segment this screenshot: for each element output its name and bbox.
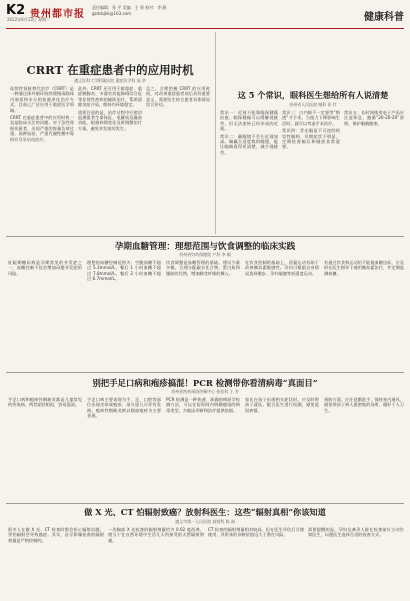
- column-divider: [215, 32, 216, 234]
- editor-credits: [92, 5, 166, 17]
- xray-paragraph: 一次胸部 X 光检查的辐射剂量约为 0.02 毫西弗，相当于在自然环境中生活几天所接受的天然辐射剂量。: [108, 527, 204, 543]
- xray-col1: [8, 527, 104, 597]
- pcr-col5: [324, 397, 404, 501]
- xray-paragraph: CT 检查的辐射剂量相对较高，但在医生评估后合理使用，其带来的诊断价值远大于潜在风险。: [208, 527, 304, 538]
- lipid-col4: [245, 260, 319, 368]
- lipid-paragraph: 在饮食控制的基础上，适量运动有助于改善胰岛素敏感性。孕妇可根据自身情况选择散步、孕妇瑜伽等低强度运动。: [245, 260, 319, 276]
- section-divider: [6, 503, 404, 504]
- pcr-paragraph: 手足口病主要表现为手、足、口腔等部位出现皮疹或疱疹，部分患儿可伴有发热。疱疹性咽峡炎则以咽部疱疹为主要表现。: [87, 397, 161, 419]
- eye-col3: [344, 110, 404, 234]
- lipid-byline: 贵州省妇幼保健院 产科 李 敏: [179, 252, 231, 257]
- section-divider: [6, 372, 404, 373]
- masthead: [0, 0, 410, 28]
- pcr-paragraph: 家长在孩子出现相关症状时，应及时带孩子就医，配合医生进行检测，避免延误病情。: [245, 397, 319, 413]
- pcr-col3: [166, 397, 240, 501]
- page-number: K2: [6, 3, 26, 18]
- crrt-paragraph: 需要注意的是，治疗过程中应密切监测患者生命体征、电解质及凝血功能，根据病情变化及时调整治疗方案，避免并发症的发生。: [78, 109, 142, 131]
- crrt-col2: [78, 86, 142, 234]
- lipid-title: 孕期血糖管理：理想范围与饮食调整的临床实践: [114, 242, 296, 252]
- xray-title: 做 X 光、CT 怕辐射致癌？放射科医生：这些“辐射真相”你该知道: [84, 507, 326, 517]
- pcr-col2: [87, 397, 161, 501]
- pcr-col4: [245, 397, 319, 501]
- lipid-paragraph: 妊娠期糖尿病是孕期常见的并发症之一，血糖控制不佳会增加母婴并发症的风险。: [8, 260, 82, 276]
- pcr-byline: 贵州省疾病预防控制中心 检验科 王 芳: [171, 389, 239, 394]
- crrt-col1: [10, 86, 74, 234]
- lipid-col1: [8, 260, 82, 368]
- masthead-rule: [6, 28, 404, 29]
- eye-paragraph: 常识四：青光眼是不可逆的致盲性眼病，早期症状不明显，定期检查眼压和眼底非常重要。: [282, 128, 340, 150]
- section-divider: [6, 236, 404, 237]
- eye-paragraph: 常识五：长时间使用电子产品应注意休息，遵循“20-20-20”原则，保护眼睛健康。: [344, 110, 404, 126]
- pcr-title: 别把手足口病和疱疹搞混！PCR 检测带你看清病毒“真面目”: [92, 378, 318, 388]
- xray-paragraph: 很多人在做 X 光、CT 检查时都会担心辐射问题，害怕辐射会导致癌症。其实，医学影像检查的辐射剂量是严格控制的。: [8, 527, 104, 543]
- eye-paragraph: 常识二：戴眼镜不会让近视加深。佩戴合适度数的眼镜，能让眼睛看得更清楚，减少视疲劳。: [220, 133, 278, 155]
- eye-col1: [220, 110, 278, 234]
- lipid-col2: [87, 260, 161, 368]
- newspaper-name: 贵州都市报: [30, 9, 85, 20]
- editor-names: 责任编辑：张 平 美编：王 勇 校对：李 静: [92, 5, 167, 10]
- crrt-byline: 遵义医科大学附属医院 重症医学科 高 华: [74, 78, 146, 83]
- eye-paragraph: 常识三：白内障不一定要等“熟透”才手术。当视力下降影响生活时，就可以考虑手术治疗。: [282, 110, 340, 126]
- pcr-paragraph: 手足口病和疱疹性咽峡炎都是儿童常见的传染病，两者症状相似，容易混淆。: [8, 397, 82, 408]
- lipid-paragraph: 理想的血糖控制范围为：空腹血糖不超过 5.3mmol/L，餐后 1 小时血糖不超过 7.8mmol/L，餐后 2 小时血糖不超过 6.7mmol/L。: [87, 260, 161, 282]
- crrt-paragraph: 连续性肾脏替代治疗（CRRT）是一种通过体外循环持续缓慢清除体内溶质和水分的血液净化治疗方式，目前已广泛应用于重症医学领域。: [10, 86, 74, 113]
- lipid-paragraph: 若通过饮食和运动仍不能使血糖达标，应及时在医生指导下使用胰岛素治疗，并定期监测血糖。: [324, 260, 404, 276]
- pcr-paragraph: 预防方面，应注意勤洗手、保持室内通风，避免带孩子到人群密集的场所，做好个人卫生。: [324, 397, 404, 413]
- lipid-col3: [166, 260, 240, 368]
- crrt-paragraph: CRRT 在重症患者中的应用时机一直是临床关注的问题。对于急性肾损伤患者，出现严重的容量负荷过重、高钾血症、严重代谢性酸中毒时应尽早启动治疗。: [10, 115, 74, 142]
- lipid-paragraph: 饮食调整是血糖管理的基础。建议少量多餐，合理分配碳水化合物、蛋白质和脂肪的比例，增加膳食纤维的摄入。: [166, 260, 240, 276]
- eye-col2: [282, 110, 340, 234]
- xray-col3: [208, 527, 304, 597]
- lipid-col5: [324, 260, 404, 368]
- xray-paragraph: 需要提醒的是，孕妇及备孕人群在检查前应主动告知医生，以便医生选择合适的检查方式。: [308, 527, 404, 538]
- pcr-col1: [8, 397, 82, 501]
- crrt-title: CRRT 在重症患者中的应用时机: [26, 63, 194, 77]
- issue-date: 2022年6月13日 星期一: [7, 17, 51, 22]
- crrt-paragraph: 总之，合理把握 CRRT 的应用时机，对改善重症患者预后具有重要意义，需要医生结合患者具体情况综合评估。: [146, 86, 210, 108]
- xray-col4: [308, 527, 404, 597]
- pcr-paragraph: PCR 检测是一种快速、准确的病原学检测方法，可以在短时间内明确感染的病毒类型，为临床诊断和治疗提供依据。: [166, 397, 240, 413]
- crrt-col3: [146, 86, 210, 234]
- eye-title: 这 5 个常识，眼科医生想给所有人说清楚: [237, 90, 389, 100]
- eye-paragraph: 常识一：近视不能靠眼保健操治愈。眼保健操可以缓解视疲劳，但无法逆转已经形成的近视。: [220, 110, 278, 132]
- eye-byline: 贵州省人民医院 眼科 张 红: [289, 102, 337, 107]
- xray-col2: [108, 527, 204, 597]
- crrt-paragraph: 此外，CRRT 还可用于脓毒症、重症胰腺炎、多器官功能障碍综合征等非肾性疾病的辅助治疗，帮助清除炎症介质，维持内环境稳定。: [78, 86, 142, 108]
- xray-byline: 遵义市第一人民医院 放射科 陈 刚: [175, 519, 235, 524]
- column-title: 健康科普: [364, 12, 404, 23]
- contact-email: gzdsbjkk@163.com: [92, 11, 131, 16]
